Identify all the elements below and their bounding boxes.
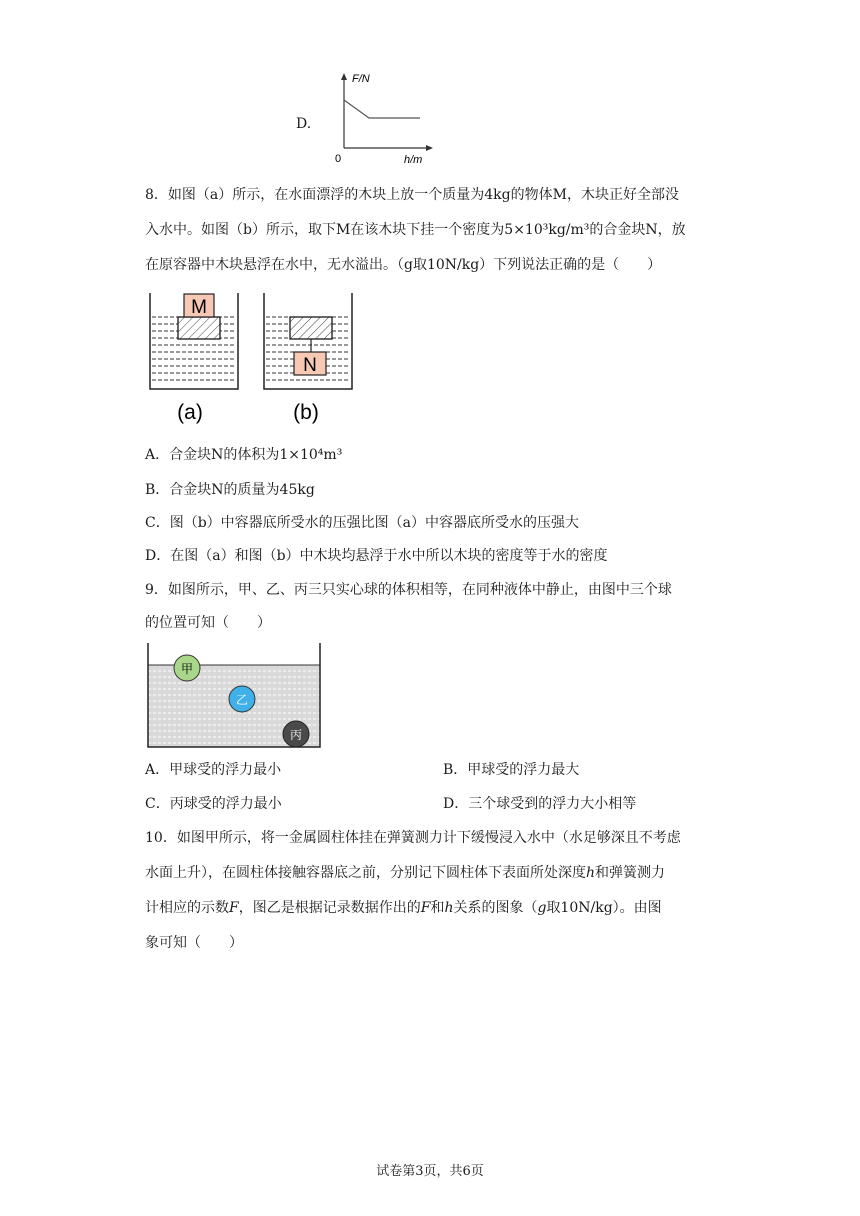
block-n-label: N [303, 355, 317, 376]
caption-b: (b) [293, 401, 319, 424]
q10-line-4: 象可知（ ） [145, 935, 243, 951]
q9-figure [144, 641, 326, 753]
graph-curve [344, 100, 420, 118]
q10-line-3-c: 和 [430, 900, 445, 916]
q9-option-c: C．丙球受的浮力最小 [145, 796, 282, 812]
q10-line-1: 10．如图甲所示，将一金属圆柱体挂在弹簧测力计下缓慢浸入水中（水足够深且不考虑 [145, 830, 681, 846]
q10-line-2-tail: 和弹簧测力 [595, 865, 666, 881]
q8-line-2: 入水中。如图（b）所示，取下M在该木块下挂一个密度为5×10³kg/m³的合金块N，放 [145, 222, 686, 238]
block-m-label: M [191, 297, 207, 318]
q10-line-2-text: 水面上升），在圆柱体接触容器底之前，分别记下圆柱体下表面所处深度 [145, 865, 586, 881]
q7-option-d-graph [332, 70, 452, 168]
graph-x-arrow [426, 145, 433, 151]
q10-symbol-F2: F [420, 900, 431, 916]
q8-option-b: B．合金块N的质量为45kg [145, 482, 315, 498]
q8-option-c: C．图（b）中容器底所受水的压强比图（a）中容器底所受水的压强大 [145, 515, 580, 531]
q8-option-d: D．在图（a）和图（b）中木块均悬浮于水中所以木块的密度等于水的密度 [145, 548, 608, 564]
graph-y-arrow [341, 73, 347, 80]
ball-jia-label: 甲 [180, 662, 194, 676]
q9-option-a: A．甲球受的浮力最小 [145, 762, 282, 778]
q10-symbol-g: g [537, 900, 547, 916]
container-a [150, 293, 238, 389]
q9-option-b: B．甲球受的浮力最大 [443, 762, 580, 778]
q10-line-3-a: 计相应的示数 [145, 900, 229, 916]
q10-symbol-h: h [586, 865, 596, 881]
q9-option-d: D．三个球受到的浮力大小相等 [443, 796, 637, 812]
ball-yi-label: 乙 [235, 693, 249, 707]
q10-symbol-F: F [229, 900, 239, 916]
q7-option-d-label: D. [296, 116, 312, 132]
q10-line-3 [145, 898, 662, 918]
graph-origin: 0 [335, 153, 342, 165]
caption-a: (a) [177, 401, 203, 424]
q8-line-3: 在原容器中木块悬浮在水中，无水溢出。（g取10N/kg）下列说法正确的是（ ） [145, 257, 662, 273]
container-b [264, 293, 352, 389]
q10-line-3-b: ，图乙是根据记录数据作出的 [238, 900, 421, 916]
graph-x-label: h/m [404, 154, 423, 166]
page-footer: 试卷第3页，共6页 [376, 1164, 484, 1179]
q8-figure [140, 285, 370, 430]
q10-line-3-d: 关系的图象（ [453, 900, 538, 916]
q9-line-2: 的位置可知（ ） [145, 615, 271, 631]
graph-y-label: F/N [352, 73, 370, 85]
q8-line-1: 8．如图（a）所示，在水面漂浮的木块上放一个质量为4kg的物体M，木块正好全部没 [145, 187, 679, 203]
q10-line-2 [145, 863, 665, 883]
ball-bing-label: 丙 [289, 728, 303, 742]
q8-option-a: A．合金块N的体积为1×10⁴m³ [145, 447, 343, 463]
q9-line-1: 9．如图所示，甲、乙、丙三只实心球的体积相等，在同种液体中静止，由图中三个球 [145, 582, 672, 598]
q10-line-3-e: 取10N/kg）。由图 [546, 900, 662, 916]
q10-symbol-h2: h [444, 900, 454, 916]
